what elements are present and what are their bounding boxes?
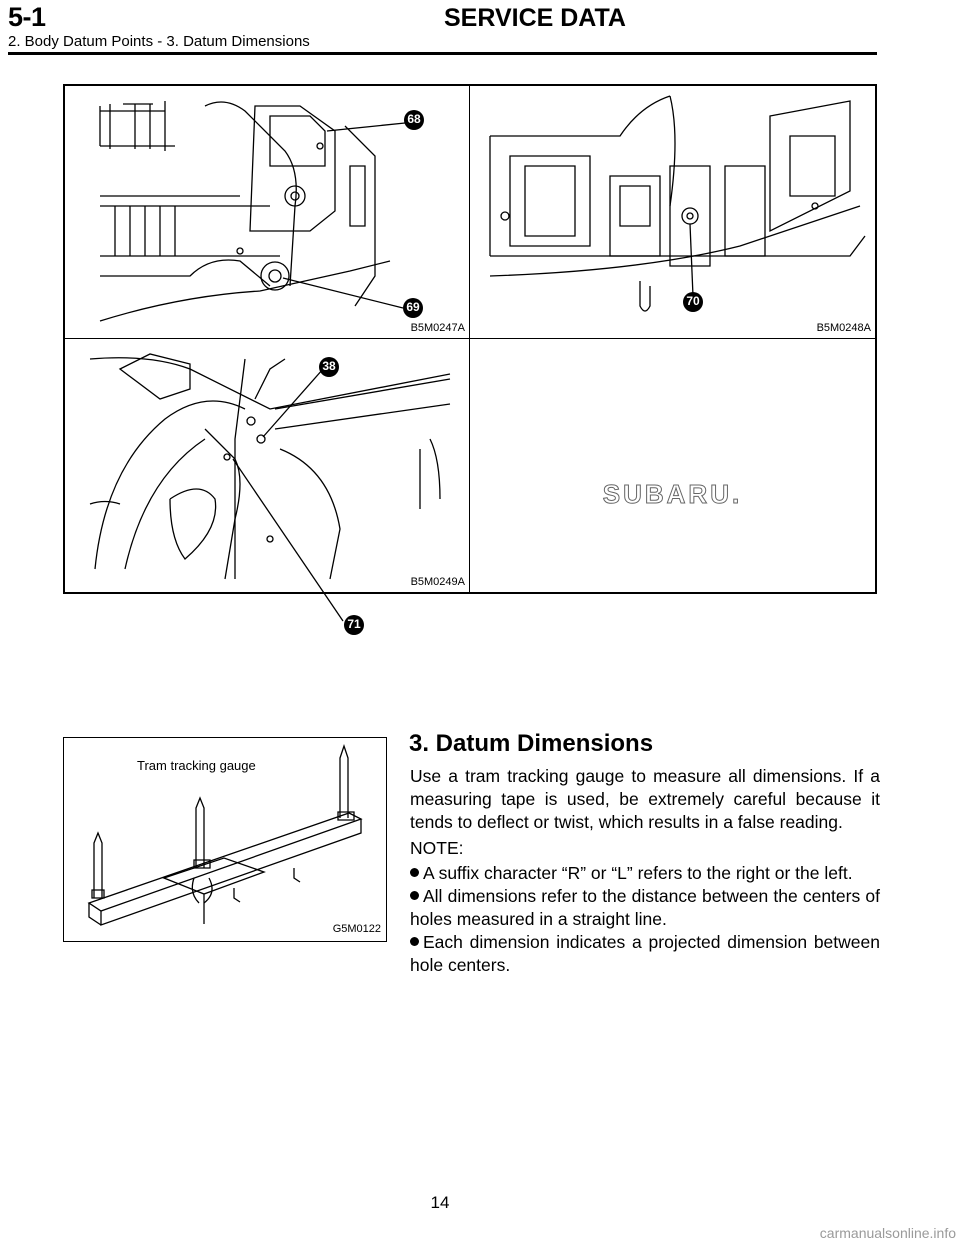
bullet-icon xyxy=(410,868,419,877)
figure-code: B5M0249A xyxy=(410,576,465,588)
figure-grid xyxy=(63,84,877,631)
tram-tracking-gauge-figure xyxy=(63,737,387,942)
bullet-icon xyxy=(410,891,419,900)
figure-b5m0249a xyxy=(65,339,470,631)
callout-markers xyxy=(470,86,875,339)
section-heading: 3. Datum Dimensions xyxy=(409,730,654,757)
callout-markers xyxy=(65,339,470,592)
note-bullet: All dimensions refer to the distance between the centers of holes measured in a straight line. xyxy=(410,886,880,929)
callout-38: 38 xyxy=(322,359,336,373)
figure-code: B5M0247A xyxy=(410,322,465,334)
callout-71: 71 xyxy=(347,617,361,631)
subaru-logo: SUBARU. xyxy=(602,479,743,509)
tram-gauge-illustration xyxy=(64,738,388,943)
gauge-label: Tram tracking gauge xyxy=(137,758,256,773)
figure-code: B5M0248A xyxy=(816,322,871,334)
section-title: SERVICE DATA xyxy=(444,4,626,32)
figure-b5m0248a xyxy=(470,86,875,339)
figure-code: G5M0122 xyxy=(332,923,381,935)
note-bullet: Each dimension indicates a projected dimension between hole centers. xyxy=(410,932,880,975)
intro-paragraph: Use a tram tracking gauge to measure all dimensions. If a measuring tape is used, be extremely careful because it tends to deflect or twist, which results in a false reading. xyxy=(410,766,880,832)
bullet-icon xyxy=(410,937,419,946)
note-label: NOTE: xyxy=(410,838,464,858)
header-rule xyxy=(8,52,877,55)
watermark: carmanualsonline.info xyxy=(819,1225,956,1241)
breadcrumb: 2. Body Datum Points - 3. Datum Dimensions xyxy=(8,33,310,50)
subaru-logo-panel xyxy=(470,339,875,592)
note-bullet: A suffix character “R” or “L” refers to the right or the left. xyxy=(410,862,880,885)
figure-b5m0247a xyxy=(65,86,470,339)
callout-69: 69 xyxy=(406,300,420,314)
section-code: 5-1 xyxy=(8,2,46,32)
callout-70: 70 xyxy=(686,294,700,308)
callout-68: 68 xyxy=(407,112,421,126)
page-number: 14 xyxy=(430,1193,450,1212)
